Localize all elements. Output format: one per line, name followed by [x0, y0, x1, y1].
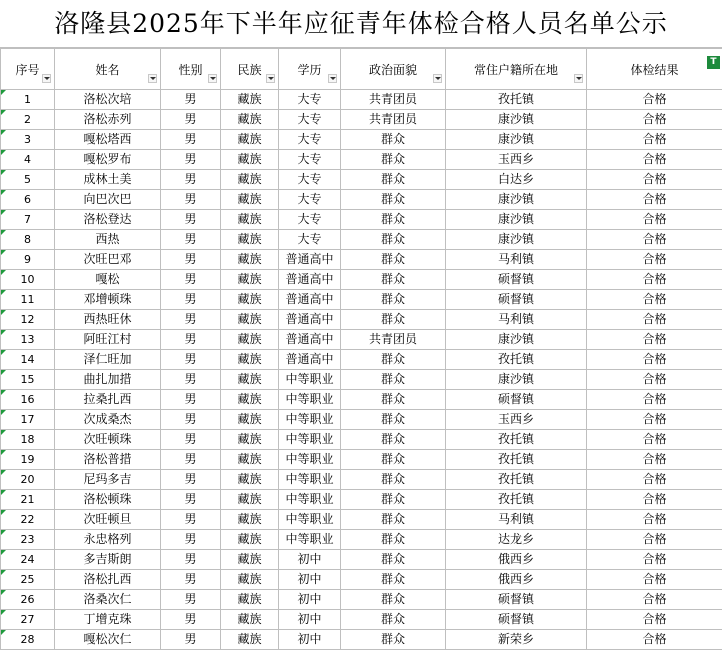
- political-status-cell[interactable]: 群众: [341, 250, 446, 270]
- index-cell[interactable]: 24: [1, 550, 55, 570]
- residence-cell[interactable]: 硕督镇: [446, 290, 587, 310]
- political-status-cell[interactable]: 共青团员: [341, 90, 446, 110]
- table-row: [1, 110, 722, 130]
- header-label: 常住户籍所在地: [474, 63, 558, 77]
- education-cell[interactable]: 普通高中: [279, 310, 341, 330]
- ethnicity-cell[interactable]: 藏族: [221, 190, 279, 210]
- ethnicity-cell[interactable]: 藏族: [221, 450, 279, 470]
- name-cell[interactable]: 西热: [55, 230, 161, 250]
- table-row: [1, 130, 722, 150]
- gender-cell[interactable]: 男: [161, 410, 221, 430]
- index-cell[interactable]: 2: [1, 110, 55, 130]
- result-cell[interactable]: 合格: [587, 210, 722, 230]
- header-cell-education[interactable]: [279, 49, 341, 90]
- table-row: [1, 210, 722, 230]
- residence-cell[interactable]: 达龙乡: [446, 530, 587, 550]
- name-cell[interactable]: 洛松扎西: [55, 570, 161, 590]
- ethnicity-cell[interactable]: 藏族: [221, 410, 279, 430]
- political-status-cell[interactable]: 共青团员: [341, 330, 446, 350]
- residence-cell[interactable]: 康沙镇: [446, 210, 587, 230]
- gender-cell[interactable]: 男: [161, 610, 221, 630]
- result-cell[interactable]: 合格: [587, 490, 722, 510]
- residence-cell[interactable]: 孜托镇: [446, 470, 587, 490]
- name-cell[interactable]: 洛桑次仁: [55, 590, 161, 610]
- name-cell[interactable]: 洛松普措: [55, 450, 161, 470]
- gender-cell[interactable]: 男: [161, 110, 221, 130]
- political-status-cell[interactable]: 群众: [341, 390, 446, 410]
- gender-cell[interactable]: 男: [161, 230, 221, 250]
- name-cell[interactable]: 次旺巴邓: [55, 250, 161, 270]
- index-cell[interactable]: 18: [1, 430, 55, 450]
- gender-cell[interactable]: 男: [161, 450, 221, 470]
- table-row: [1, 350, 722, 370]
- result-cell[interactable]: 合格: [587, 550, 722, 570]
- name-cell[interactable]: 洛松登达: [55, 210, 161, 230]
- gender-cell[interactable]: 男: [161, 490, 221, 510]
- name-cell[interactable]: 嘎松次仁: [55, 630, 161, 650]
- gender-cell[interactable]: 男: [161, 630, 221, 650]
- header-cell-name[interactable]: [55, 49, 161, 90]
- table-row: [1, 470, 722, 490]
- political-status-cell[interactable]: 群众: [341, 510, 446, 530]
- political-status-cell[interactable]: 共青团员: [341, 110, 446, 130]
- education-cell[interactable]: 大专: [279, 190, 341, 210]
- residence-cell[interactable]: 玉西乡: [446, 410, 587, 430]
- result-cell[interactable]: 合格: [587, 270, 722, 290]
- ethnicity-cell[interactable]: 藏族: [221, 430, 279, 450]
- residence-cell[interactable]: 马利镇: [446, 310, 587, 330]
- header-cell-political-status[interactable]: [341, 49, 446, 90]
- result-cell[interactable]: 合格: [587, 450, 722, 470]
- index-cell[interactable]: 25: [1, 570, 55, 590]
- education-cell[interactable]: 中等职业: [279, 410, 341, 430]
- index-cell[interactable]: 26: [1, 590, 55, 610]
- residence-cell[interactable]: 康沙镇: [446, 370, 587, 390]
- gender-cell[interactable]: 男: [161, 530, 221, 550]
- political-status-cell[interactable]: 群众: [341, 630, 446, 650]
- gender-cell[interactable]: 男: [161, 590, 221, 610]
- table-row: [1, 410, 722, 430]
- political-status-cell[interactable]: 群众: [341, 370, 446, 390]
- name-cell[interactable]: 洛松赤列: [55, 110, 161, 130]
- political-status-cell[interactable]: 群众: [341, 290, 446, 310]
- gender-cell[interactable]: 男: [161, 270, 221, 290]
- education-cell[interactable]: 大专: [279, 210, 341, 230]
- table-row: [1, 330, 722, 350]
- result-cell[interactable]: 合格: [587, 430, 722, 450]
- index-cell[interactable]: 7: [1, 210, 55, 230]
- political-status-cell[interactable]: 群众: [341, 230, 446, 250]
- result-cell[interactable]: 合格: [587, 90, 722, 110]
- residence-cell[interactable]: 孜托镇: [446, 490, 587, 510]
- ethnicity-cell[interactable]: 藏族: [221, 230, 279, 250]
- filter-active-icon[interactable]: [707, 56, 720, 69]
- ethnicity-cell[interactable]: 藏族: [221, 350, 279, 370]
- residence-cell[interactable]: 新荣乡: [446, 630, 587, 650]
- residence-cell[interactable]: 玉西乡: [446, 150, 587, 170]
- education-cell[interactable]: 普通高中: [279, 330, 341, 350]
- result-cell[interactable]: 合格: [587, 190, 722, 210]
- political-status-cell[interactable]: 群众: [341, 590, 446, 610]
- table-row: [1, 150, 722, 170]
- filter-dropdown-icon[interactable]: [433, 74, 442, 83]
- political-status-cell[interactable]: 群众: [341, 610, 446, 630]
- header-label: 序号: [15, 63, 39, 77]
- result-cell[interactable]: 合格: [587, 410, 722, 430]
- name-cell[interactable]: 洛松次培: [55, 90, 161, 110]
- residence-cell[interactable]: 马利镇: [446, 510, 587, 530]
- index-cell[interactable]: 22: [1, 510, 55, 530]
- table-row: [1, 250, 722, 270]
- table-row: [1, 570, 722, 590]
- education-cell[interactable]: 中等职业: [279, 470, 341, 490]
- name-cell[interactable]: 丁增克珠: [55, 610, 161, 630]
- result-cell[interactable]: 合格: [587, 610, 722, 630]
- result-cell[interactable]: 合格: [587, 130, 722, 150]
- name-cell[interactable]: 洛松顿珠: [55, 490, 161, 510]
- name-cell[interactable]: 泽仁旺加: [55, 350, 161, 370]
- result-cell[interactable]: 合格: [587, 510, 722, 530]
- result-cell[interactable]: 合格: [587, 470, 722, 490]
- filter-dropdown-icon[interactable]: [208, 74, 217, 83]
- ethnicity-cell[interactable]: 藏族: [221, 570, 279, 590]
- political-status-cell[interactable]: 群众: [341, 210, 446, 230]
- gender-cell[interactable]: 男: [161, 330, 221, 350]
- ethnicity-cell[interactable]: 藏族: [221, 130, 279, 150]
- name-cell[interactable]: 永忠格列: [55, 530, 161, 550]
- residence-cell[interactable]: 马利镇: [446, 250, 587, 270]
- name-cell[interactable]: 嘎松罗布: [55, 150, 161, 170]
- residence-cell[interactable]: 孜托镇: [446, 350, 587, 370]
- name-cell[interactable]: 西热旺休: [55, 310, 161, 330]
- result-cell[interactable]: 合格: [587, 390, 722, 410]
- index-cell[interactable]: 15: [1, 370, 55, 390]
- gender-cell[interactable]: 男: [161, 510, 221, 530]
- header-cell-result[interactable]: [587, 49, 722, 90]
- name-cell[interactable]: 拉桑扎西: [55, 390, 161, 410]
- filter-dropdown-icon[interactable]: [266, 74, 275, 83]
- political-status-cell[interactable]: 群众: [341, 410, 446, 430]
- sheet-title: 洛隆县2025年下半年应征青年体检合格人员名单公示: [0, 0, 722, 48]
- header-row: [1, 49, 722, 90]
- gender-cell[interactable]: 男: [161, 550, 221, 570]
- education-cell[interactable]: 大专: [279, 170, 341, 190]
- ethnicity-cell[interactable]: 藏族: [221, 370, 279, 390]
- political-status-cell[interactable]: 群众: [341, 530, 446, 550]
- result-cell[interactable]: 合格: [587, 590, 722, 610]
- residence-cell[interactable]: 白达乡: [446, 170, 587, 190]
- ethnicity-cell[interactable]: 藏族: [221, 590, 279, 610]
- index-cell[interactable]: 4: [1, 150, 55, 170]
- residence-cell[interactable]: 硕督镇: [446, 390, 587, 410]
- name-cell[interactable]: 向巴次巴: [55, 190, 161, 210]
- result-cell[interactable]: 合格: [587, 370, 722, 390]
- roster-table: [0, 48, 722, 650]
- table-row: [1, 430, 722, 450]
- education-cell[interactable]: 大专: [279, 110, 341, 130]
- political-status-cell[interactable]: 群众: [341, 430, 446, 450]
- result-cell[interactable]: 合格: [587, 350, 722, 370]
- table-row: [1, 290, 722, 310]
- ethnicity-cell[interactable]: 藏族: [221, 210, 279, 230]
- header-cell-index[interactable]: [1, 49, 55, 90]
- ethnicity-cell[interactable]: 藏族: [221, 310, 279, 330]
- education-cell[interactable]: 中等职业: [279, 530, 341, 550]
- residence-cell[interactable]: 康沙镇: [446, 230, 587, 250]
- header-label: 姓名: [95, 63, 119, 77]
- gender-cell[interactable]: 男: [161, 290, 221, 310]
- result-cell[interactable]: 合格: [587, 110, 722, 130]
- political-status-cell[interactable]: 群众: [341, 350, 446, 370]
- education-cell[interactable]: 初中: [279, 570, 341, 590]
- gender-cell[interactable]: 男: [161, 130, 221, 150]
- name-cell[interactable]: 曲扎加措: [55, 370, 161, 390]
- result-cell[interactable]: 合格: [587, 630, 722, 650]
- index-cell[interactable]: 11: [1, 290, 55, 310]
- residence-cell[interactable]: 俄西乡: [446, 550, 587, 570]
- residence-cell[interactable]: 孜托镇: [446, 450, 587, 470]
- education-cell[interactable]: 大专: [279, 130, 341, 150]
- residence-cell[interactable]: 硕督镇: [446, 270, 587, 290]
- gender-cell[interactable]: 男: [161, 210, 221, 230]
- gender-cell[interactable]: 男: [161, 190, 221, 210]
- ethnicity-cell[interactable]: 藏族: [221, 470, 279, 490]
- name-cell[interactable]: 嘎松: [55, 270, 161, 290]
- index-cell[interactable]: 19: [1, 450, 55, 470]
- gender-cell[interactable]: 男: [161, 390, 221, 410]
- education-cell[interactable]: 初中: [279, 550, 341, 570]
- gender-cell[interactable]: 男: [161, 170, 221, 190]
- education-cell[interactable]: 中等职业: [279, 370, 341, 390]
- result-cell[interactable]: 合格: [587, 570, 722, 590]
- education-cell[interactable]: 中等职业: [279, 510, 341, 530]
- education-cell[interactable]: 普通高中: [279, 290, 341, 310]
- education-cell[interactable]: 普通高中: [279, 250, 341, 270]
- education-cell[interactable]: 中等职业: [279, 390, 341, 410]
- political-status-cell[interactable]: 群众: [341, 450, 446, 470]
- index-cell[interactable]: 20: [1, 470, 55, 490]
- result-cell[interactable]: 合格: [587, 150, 722, 170]
- ethnicity-cell[interactable]: 藏族: [221, 110, 279, 130]
- header-label: 民族: [237, 63, 261, 77]
- residence-cell[interactable]: 康沙镇: [446, 110, 587, 130]
- political-status-cell[interactable]: 群众: [341, 570, 446, 590]
- index-cell[interactable]: 8: [1, 230, 55, 250]
- gender-cell[interactable]: 男: [161, 570, 221, 590]
- political-status-cell[interactable]: 群众: [341, 270, 446, 290]
- table-row: [1, 390, 722, 410]
- header-label: 性别: [178, 63, 202, 77]
- gender-cell[interactable]: 男: [161, 250, 221, 270]
- table-row: [1, 450, 722, 470]
- index-cell[interactable]: 3: [1, 130, 55, 150]
- gender-cell[interactable]: 男: [161, 310, 221, 330]
- education-cell[interactable]: 中等职业: [279, 490, 341, 510]
- filter-dropdown-icon[interactable]: [574, 74, 583, 83]
- education-cell[interactable]: 大专: [279, 230, 341, 250]
- political-status-cell[interactable]: 群众: [341, 470, 446, 490]
- header-cell-gender[interactable]: [161, 49, 221, 90]
- table-row: [1, 270, 722, 290]
- name-cell[interactable]: 成林土美: [55, 170, 161, 190]
- index-cell[interactable]: 5: [1, 170, 55, 190]
- ethnicity-cell[interactable]: 藏族: [221, 270, 279, 290]
- name-cell[interactable]: 尼玛多吉: [55, 470, 161, 490]
- ethnicity-cell[interactable]: 藏族: [221, 250, 279, 270]
- political-status-cell[interactable]: 群众: [341, 550, 446, 570]
- result-cell[interactable]: 合格: [587, 250, 722, 270]
- table-row: [1, 630, 722, 650]
- filter-dropdown-icon[interactable]: [328, 74, 337, 83]
- table-row: [1, 170, 722, 190]
- education-cell[interactable]: 初中: [279, 630, 341, 650]
- education-cell[interactable]: 普通高中: [279, 270, 341, 290]
- ethnicity-cell[interactable]: 藏族: [221, 630, 279, 650]
- table-row: [1, 530, 722, 550]
- ethnicity-cell[interactable]: 藏族: [221, 550, 279, 570]
- education-cell[interactable]: 大专: [279, 150, 341, 170]
- index-cell[interactable]: 9: [1, 250, 55, 270]
- gender-cell[interactable]: 男: [161, 350, 221, 370]
- name-cell[interactable]: 次成桑杰: [55, 410, 161, 430]
- header-cell-residence[interactable]: [446, 49, 587, 90]
- header-label: 政治面貌: [369, 63, 417, 77]
- name-cell[interactable]: 阿旺江村: [55, 330, 161, 350]
- ethnicity-cell[interactable]: 藏族: [221, 610, 279, 630]
- ethnicity-cell[interactable]: 藏族: [221, 290, 279, 310]
- result-cell[interactable]: 合格: [587, 530, 722, 550]
- ethnicity-cell[interactable]: 藏族: [221, 90, 279, 110]
- result-cell[interactable]: 合格: [587, 230, 722, 250]
- result-cell[interactable]: 合格: [587, 310, 722, 330]
- name-cell[interactable]: 嘎松塔西: [55, 130, 161, 150]
- name-cell[interactable]: 邓增顿珠: [55, 290, 161, 310]
- table-row: [1, 90, 722, 110]
- header-label: 学历: [297, 63, 321, 77]
- table-row: [1, 490, 722, 510]
- political-status-cell[interactable]: 群众: [341, 170, 446, 190]
- residence-cell[interactable]: 康沙镇: [446, 190, 587, 210]
- index-cell[interactable]: 23: [1, 530, 55, 550]
- index-cell[interactable]: 12: [1, 310, 55, 330]
- filter-dropdown-icon[interactable]: [42, 74, 51, 83]
- residence-cell[interactable]: 硕督镇: [446, 590, 587, 610]
- filter-dropdown-icon[interactable]: [148, 74, 157, 83]
- index-cell[interactable]: 28: [1, 630, 55, 650]
- result-cell[interactable]: 合格: [587, 290, 722, 310]
- name-cell[interactable]: 次旺顿旦: [55, 510, 161, 530]
- political-status-cell[interactable]: 群众: [341, 490, 446, 510]
- table-row: [1, 610, 722, 630]
- education-cell[interactable]: 中等职业: [279, 450, 341, 470]
- result-cell[interactable]: 合格: [587, 330, 722, 350]
- table-row: [1, 230, 722, 250]
- ethnicity-cell[interactable]: 藏族: [221, 330, 279, 350]
- result-cell[interactable]: 合格: [587, 170, 722, 190]
- political-status-cell[interactable]: 群众: [341, 130, 446, 150]
- index-cell[interactable]: 6: [1, 190, 55, 210]
- index-cell[interactable]: 21: [1, 490, 55, 510]
- index-cell[interactable]: 14: [1, 350, 55, 370]
- education-cell[interactable]: 中等职业: [279, 430, 341, 450]
- gender-cell[interactable]: 男: [161, 470, 221, 490]
- gender-cell[interactable]: 男: [161, 150, 221, 170]
- table-row: [1, 590, 722, 610]
- political-status-cell[interactable]: 群众: [341, 150, 446, 170]
- table-row: [1, 550, 722, 570]
- index-cell[interactable]: 1: [1, 90, 55, 110]
- index-cell[interactable]: 16: [1, 390, 55, 410]
- name-cell[interactable]: 多吉斯朗: [55, 550, 161, 570]
- residence-cell[interactable]: 硕督镇: [446, 610, 587, 630]
- residence-cell[interactable]: 康沙镇: [446, 330, 587, 350]
- header-cell-ethnicity[interactable]: [221, 49, 279, 90]
- political-status-cell[interactable]: 群众: [341, 310, 446, 330]
- ethnicity-cell[interactable]: 藏族: [221, 510, 279, 530]
- index-cell[interactable]: 27: [1, 610, 55, 630]
- education-cell[interactable]: 初中: [279, 610, 341, 630]
- political-status-cell[interactable]: 群众: [341, 190, 446, 210]
- table-row: [1, 190, 722, 210]
- education-cell[interactable]: 普通高中: [279, 350, 341, 370]
- ethnicity-cell[interactable]: 藏族: [221, 490, 279, 510]
- gender-cell[interactable]: 男: [161, 370, 221, 390]
- ethnicity-cell[interactable]: 藏族: [221, 530, 279, 550]
- table-row: [1, 370, 722, 390]
- ethnicity-cell[interactable]: 藏族: [221, 170, 279, 190]
- gender-cell[interactable]: 男: [161, 430, 221, 450]
- education-cell[interactable]: 初中: [279, 590, 341, 610]
- gender-cell[interactable]: 男: [161, 90, 221, 110]
- residence-cell[interactable]: 康沙镇: [446, 130, 587, 150]
- name-cell[interactable]: 次旺顿珠: [55, 430, 161, 450]
- residence-cell[interactable]: 俄西乡: [446, 570, 587, 590]
- ethnicity-cell[interactable]: 藏族: [221, 390, 279, 410]
- residence-cell[interactable]: 孜托镇: [446, 90, 587, 110]
- table-row: [1, 310, 722, 330]
- table-row: [1, 510, 722, 530]
- index-cell[interactable]: 13: [1, 330, 55, 350]
- index-cell[interactable]: 17: [1, 410, 55, 430]
- education-cell[interactable]: 大专: [279, 90, 341, 110]
- index-cell[interactable]: 10: [1, 270, 55, 290]
- header-label: 体检结果: [630, 63, 678, 77]
- ethnicity-cell[interactable]: 藏族: [221, 150, 279, 170]
- residence-cell[interactable]: 孜托镇: [446, 430, 587, 450]
